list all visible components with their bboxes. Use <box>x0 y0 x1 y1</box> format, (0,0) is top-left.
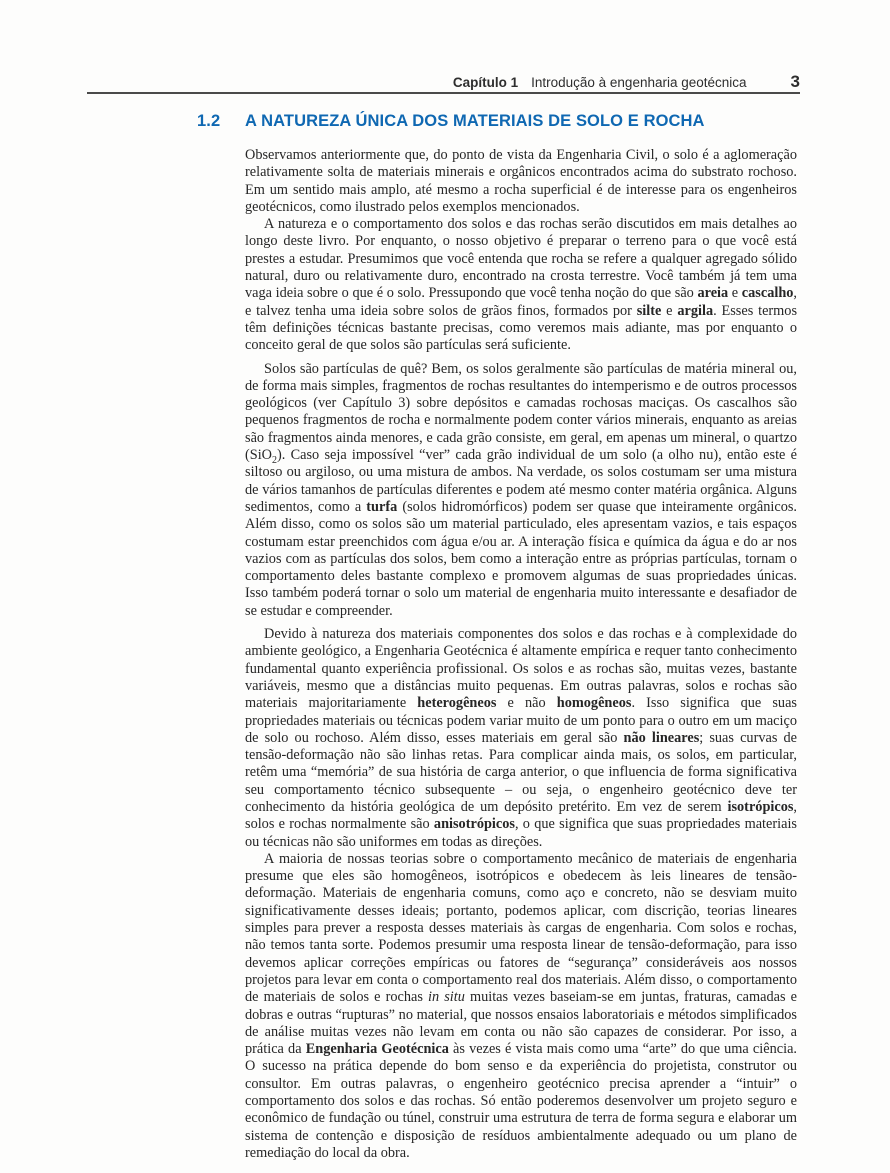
text-run: areia <box>697 285 729 302</box>
text-run: Engenharia Geotécnica <box>305 1041 449 1058</box>
text-run: . Isso significa que suas propriedades materiais ou técnicas podem variar muito de um ponto para o outro em um maciço de solo ou rochoso. Além disso, esses materiais em geral são <box>245 695 797 746</box>
text-run: Devido à natureza dos materiais componentes dos solos e das rochas e à complexidade do ambiente geológico, a Engenharia Geotécnica é altamente empírica e requer tanto conhecimento fundamental quanto experiência profissional. Os solos e as rochas são, muitas vezes, bastante variáveis, mesmo que a distâncias muito pequenas. Em outras palavras, solos e rochas são materiais majoritariamente <box>245 626 797 712</box>
text-run: argila <box>677 302 714 319</box>
chapter-title: Introdução à engenharia geotécnica <box>531 75 747 90</box>
text-run: (solos hidromórficos) podem ser quase que inteiramente orgânicos. Além disso, como os solos são um material particulado, eles apresentam vazios, e tais espaços costumam estar preenchidos com água e/ou ar. A interação física e química da água e do ar nos vazios com as partículas dos solos, bem como a interação entre as próprias partículas, tornam o comportamento deles bastante complexo e promovem algumas de suas propriedades únicas. Isso também poderá tornar o solo um material de engenharia muito interessante e desafiador de se estudar e compreender. <box>245 498 797 619</box>
text-run: e <box>661 302 678 319</box>
header-rule <box>87 92 800 94</box>
text-run: cascalho <box>741 285 794 302</box>
text-run: Solos são partículas de quê? Bem, os solos geralmente são partículas de matéria mineral ou, de forma mais simples, fragmentos de rochas resultantes do intemperismo e de outros processos geológicos (ver Capítulo 3) sobre depósitos e camadas rochosas maciças. Os cascalhos são pequenos fragmentos de rocha e normalmente podem conter vários minerais, enquanto as areias são fragmentos ainda menores, e cada grão consiste, em geral, em apenas um mineral, o quartzo (SiO <box>245 360 797 464</box>
section-heading <box>197 112 705 131</box>
section-title: A NATUREZA ÚNICA DOS MATERIAIS DE SOLO E ROCHA <box>245 112 705 130</box>
text-run: , solos e rochas normalmente são <box>245 798 797 833</box>
text-run: ; suas curvas de tensão-deformação não são linhas retas. Para complicar ainda mais, os solos, em particular, retêm uma “memória” de sua história de carga anterior, o que influencia de forma significativa seu comportamento técnico subsequente – ou seja, o engenheiro geotécnico deve ter conhecimento da história geológica de um depósito pretérito. Em vez de serem <box>245 729 797 815</box>
text-run: às vezes é vista mais como uma “arte” do que uma ciência. O sucesso na prática depende do bom senso e da experiência do projetista, construtor ou consultor. Em outras palavras, o engenheiro geotécnico precisa aprender a “intuir” o comportamento dos solos e das rochas. Só então poderemos desenvolver um projeto seguro e econômico de fundação ou túnel, construir uma estrutura de terra de forma segura e elaborar um sistema de contenção e disposição de resíduos ambientalmente adequado ou um plano de remediação do local da obra. <box>245 1041 797 1161</box>
chapter-label: Capítulo 1 <box>452 75 519 90</box>
text-run: muitas vezes baseiam-se em juntas, fraturas, camadas e dobras e outras “rupturas” no material, que nossos ensaios laboratoriais e métodos simplificados de análise muitas vezes não levam em conta ou não são capazes de considerar. Por isso, a prática da <box>245 989 797 1058</box>
text-run: A natureza e o comportamento dos solos e das rochas serão discutidos em mais detalhes ao longo deste livro. Por enquanto, o nosso objetivo é preparar o terreno para o que você está prestes a estudar. Presumimos que você entenda que rocha se refere a qualquer agregado sólido natural, duro ou relativamente duro, encontrado na crosta terrestre. Você também já tem uma vaga ideia sobre o que é o solo. Pressupondo que você tenha noção do que são <box>245 216 797 302</box>
body-paragraph <box>245 626 797 851</box>
body-paragraph <box>245 361 797 620</box>
body-paragraph <box>245 216 797 354</box>
text-run: homogêneos <box>556 695 632 712</box>
page-number: 3 <box>790 72 800 91</box>
text-run: A maioria de nossas teorias sobre o comportamento mecânico de materiais de engenharia presume que eles são homogêneos, isotrópicos e obedecem às leis lineares de tensão-deformação. Materiais de engenharia comuns, como aço e concreto, não se desviam muito significativamente desses ideais; portanto, podemos aplicar, com discrição, teorias lineares simples para prever a resposta desses materiais às cargas de engenharia. Com solos e rochas, não temos tanta sorte. Podemos presumir uma resposta linear de tensão-deformação, para isso devemos aplicar correções empíricas ou fatores de “segurança” consideráveis aos nossos projetos para levar em conta o comportamento real dos materiais. Além disso, o comportamento de materiais de solos e rochas <box>245 850 797 1006</box>
text-run: silte <box>636 302 662 319</box>
text-run: não lineares <box>623 729 700 746</box>
running-header <box>87 72 800 92</box>
text-run: anisotrópicos <box>433 816 515 833</box>
text-run: . Esses termos têm definições técnicas bastante precisas, como veremos mais adiante, mas por enquanto o conceito geral de que solos são partículas será suficiente. <box>245 302 798 354</box>
body-paragraph <box>245 851 797 1162</box>
text-run: turfa <box>366 498 398 515</box>
text-run: heterogêneos <box>417 695 497 712</box>
text-run: isotrópicos <box>727 798 794 815</box>
body-text <box>245 147 797 1162</box>
section-number: 1.2 <box>197 112 221 130</box>
subscript-run: 2 <box>272 454 278 466</box>
text-run: , o que significa que suas propriedades materiais ou técnicas não são uniformes em todas as direções. <box>245 816 797 850</box>
text-run: ). Caso seja impossível “ver” cada grão individual de um solo (a olho nu), então este é siltoso ou argiloso, ou uma mistura de ambos. Na verdade, os solos costumam ser uma mistura de vários tamanhos de partículas diferentes e podem até mesmo conter matéria orgânica. Alguns sedimentos, como a <box>245 447 797 515</box>
text-run: e <box>728 285 742 302</box>
body-paragraph <box>245 147 797 216</box>
text-run: , e talvez tenha uma ideia sobre solos de grãos finos, formados por <box>245 285 797 319</box>
text-run: e não <box>496 695 557 712</box>
text-run: Observamos anteriormente que, do ponto de vista da Engenharia Civil, o solo é a aglomeração relativamente solta de materiais minerais e orgânicos encontrados acima do substrato rochoso. Em um sentido mais amplo, até mesmo a rocha superficial é de interesse para os engenheiros geotécnicos, como ilustrado pelos exemplos mencionados. <box>245 147 797 215</box>
text-run: in situ <box>428 989 465 1006</box>
